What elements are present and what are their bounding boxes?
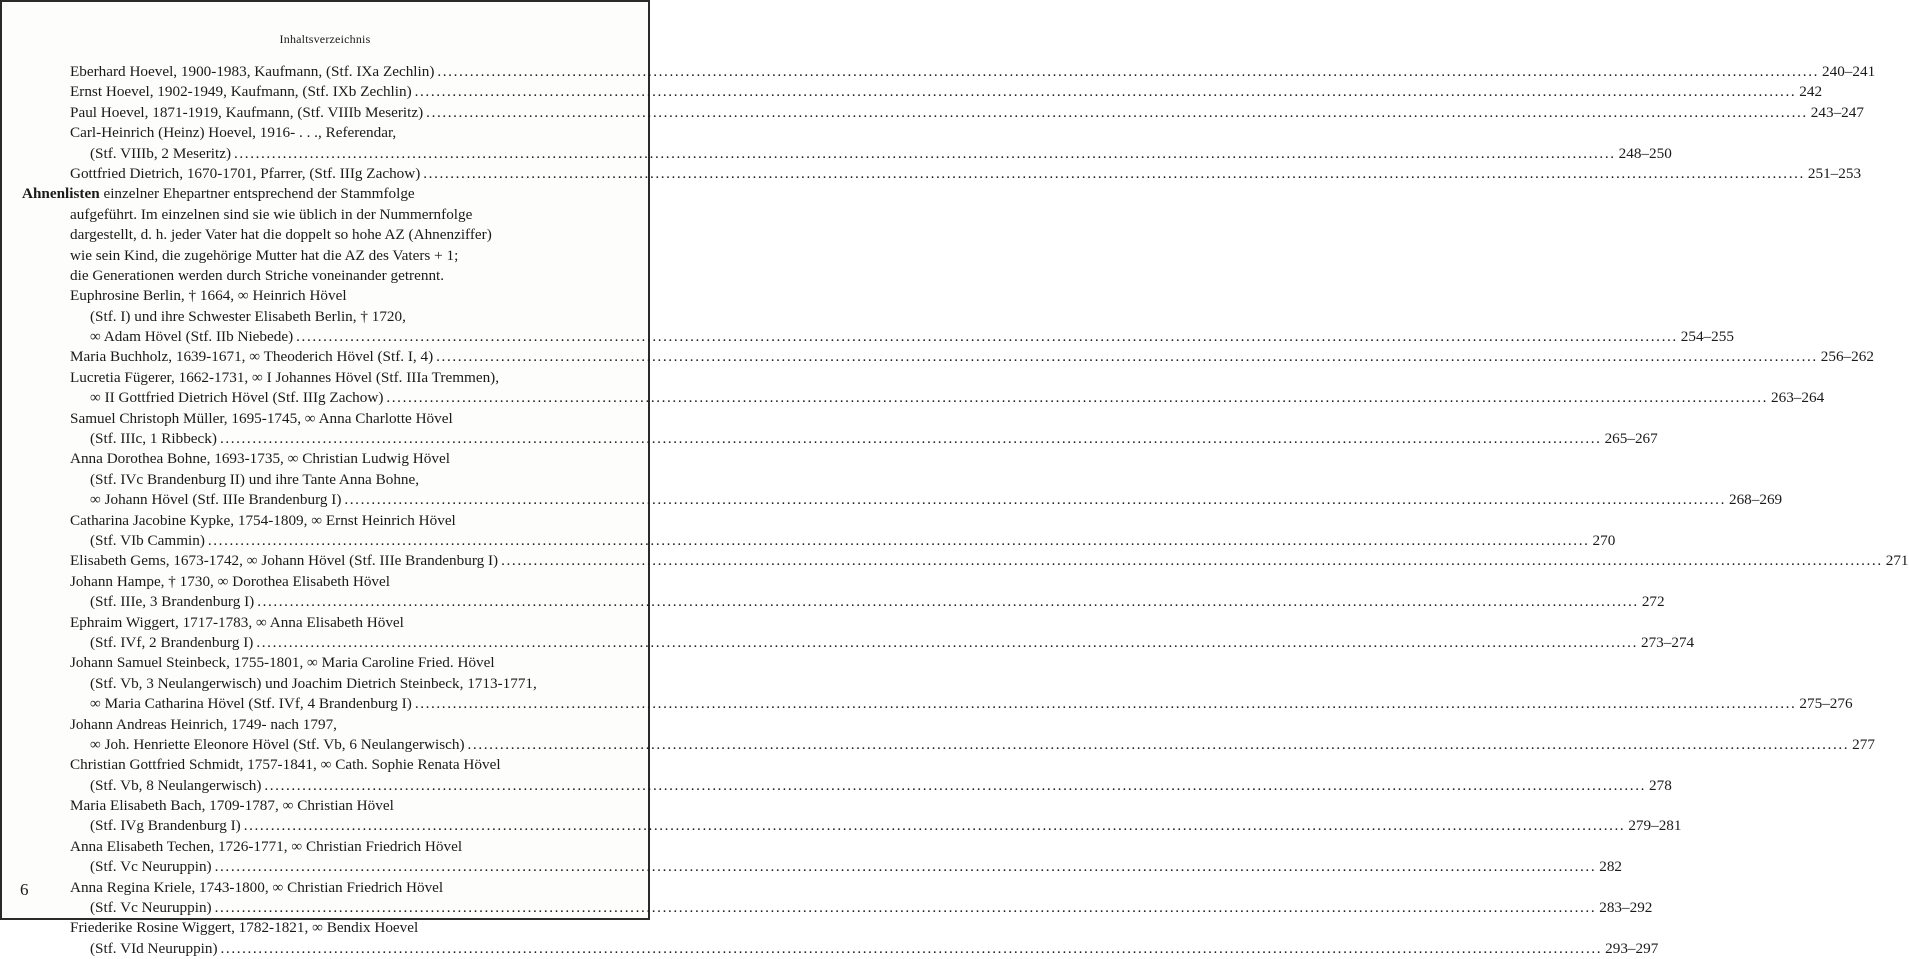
- toc-entry-text: ∞ II Gottfried Dietrich Hövel (Stf. IIIg Zachow): [90, 389, 384, 407]
- toc-entry-line: Anna Elisabeth Techen, 1726-1771, ∞ Christian Friedrich Hövel: [70, 837, 463, 855]
- table-of-contents: [2, 62, 1909, 959]
- toc-page-range: 243–247: [1810, 103, 1864, 121]
- dot-leader: [344, 490, 1726, 510]
- toc-entry: [2, 103, 1864, 123]
- toc-entry-line: Johann Hampe, † 1730, ∞ Dorothea Elisabeth Hövel: [70, 572, 390, 590]
- dot-leader: [426, 103, 1808, 123]
- toc-entry: [2, 857, 1623, 877]
- toc-page-range: 254–255: [1680, 328, 1734, 346]
- toc-entry-text: (Stf. Vc Neuruppin): [90, 899, 212, 917]
- toc-page-range: 283–292: [1599, 899, 1653, 917]
- dot-leader: [256, 633, 1638, 653]
- toc-page-range: 277: [1852, 735, 1875, 753]
- toc-entry-text: ∞ Maria Catharina Hövel (Stf. IVf, 4 Brandenburg I): [90, 695, 412, 713]
- toc-page-range: 293–297: [1605, 939, 1659, 957]
- toc-page-range: 270: [1592, 531, 1616, 549]
- dot-leader: [208, 531, 1590, 551]
- toc-entry-text: Paul Hoevel, 1871-1919, Kaufmann, (Stf. VIIIb Meseritz): [70, 103, 424, 121]
- dot-leader: [296, 327, 1678, 347]
- toc-continuation-line: (Stf. Vb, 3 Neulangerwisch) und Joachim Dietrich Steinbeck, 1713-1771,: [90, 674, 537, 692]
- toc-entry-text: ∞ Adam Hövel (Stf. IIb Niebede): [90, 328, 294, 346]
- dot-leader: [234, 144, 1616, 164]
- page-number: 6: [20, 880, 29, 899]
- toc-entry-line: Friederike Rosine Wiggert, 1782-1821, ∞ Bendix Hoevel: [70, 919, 419, 937]
- dot-leader: [386, 388, 1768, 408]
- toc-entry-line: Carl-Heinrich (Heinz) Hoevel, 1916- . . ., Referendar,: [70, 124, 397, 142]
- section-heading: Ahnenlisten: [22, 185, 100, 203]
- paragraph-line: die Generationen werden durch Striche voneinander getrennt.: [70, 266, 445, 284]
- toc-page-range: 278: [1649, 776, 1672, 794]
- toc-page-range: 265–267: [1604, 430, 1658, 448]
- toc-entry-text: ∞ Johann Hövel (Stf. IIIe Brandenburg I): [90, 491, 342, 509]
- toc-entry: [2, 735, 1875, 755]
- dot-leader: [215, 857, 1597, 877]
- toc-entry-text: (Stf. IIIe, 3 Brandenburg I): [90, 593, 255, 611]
- toc-page-range: 256–262: [1820, 348, 1874, 366]
- paragraph-line: wie sein Kind, die zugehörige Mutter hat die AZ des Vaters + 1;: [70, 246, 459, 264]
- toc-entry: [2, 633, 1695, 653]
- toc-entry-text: (Stf. IIIc, 1 Ribbeck): [90, 430, 217, 448]
- toc-page-range: 273–274: [1640, 633, 1695, 651]
- toc-page-range: 279–281: [1628, 817, 1682, 835]
- dot-leader: [468, 735, 1850, 755]
- paragraph-line: aufgeführt. Im einzelnen sind sie wie üblich in der Nummernfolge: [70, 205, 473, 223]
- toc-entry-text: Eberhard Hoevel, 1900-1983, Kaufmann, (Stf. IXa Zechlin): [70, 63, 435, 80]
- toc-page-range: 263–264: [1771, 389, 1825, 407]
- toc-entry-line: Maria Elisabeth Bach, 1709-1787, ∞ Christian Hövel: [70, 797, 394, 815]
- toc-entry: [2, 327, 1734, 347]
- toc-entry: [2, 164, 1862, 184]
- toc-entry: [2, 531, 1616, 551]
- dot-leader: [415, 694, 1797, 714]
- toc-entry: [2, 939, 1659, 959]
- toc-entry-text: Maria Buchholz, 1639-1671, ∞ Theoderich Hövel (Stf. I, 4): [70, 348, 434, 366]
- toc-entry-text: (Stf. Vb, 8 Neulangerwisch): [90, 776, 262, 794]
- toc-page-range: 282: [1599, 858, 1623, 876]
- toc-entry: [2, 776, 1672, 796]
- toc-page-range: 268–269: [1728, 491, 1783, 509]
- toc-entry-text: (Stf. IVf, 2 Brandenburg I): [90, 633, 254, 651]
- toc-page-range: 242: [1799, 83, 1823, 101]
- toc-entry-text: (Stf. VId Neuruppin): [90, 939, 218, 957]
- dot-leader: [257, 592, 1639, 612]
- toc-page-range: 271: [1885, 552, 1909, 570]
- toc-entry-text: (Stf. Vc Neuruppin): [90, 858, 212, 876]
- toc-entry: [2, 816, 1682, 836]
- toc-page-range: 248–250: [1618, 144, 1672, 162]
- toc-entry-text: Elisabeth Gems, 1673-1742, ∞ Johann Hövel (Stf. IIIe Brandenburg I): [70, 552, 499, 570]
- toc-entry: [2, 898, 1653, 918]
- toc-entry-text: (Stf. IVg Brandenburg I): [90, 817, 241, 835]
- toc-entry: [2, 490, 1783, 510]
- toc-continuation-line: (Stf. IVc Brandenburg II) und ihre Tante Anna Bohne,: [90, 470, 420, 488]
- running-header: Inhaltsverzeichnis: [279, 32, 371, 46]
- toc-page-range: 240–241: [1822, 63, 1876, 80]
- dot-leader: [437, 62, 1819, 82]
- toc-continuation-line: (Stf. I) und ihre Schwester Elisabeth Berlin, † 1720,: [90, 307, 406, 325]
- dot-leader: [244, 816, 1626, 836]
- paragraph-line: dargestellt, d. h. jeder Vater hat die doppelt so hohe AZ (Ahnenziffer): [70, 226, 492, 244]
- toc-entry-text: Gottfried Dietrich, 1670-1701, Pfarrer, (Stf. IIIg Zachow): [70, 164, 421, 182]
- toc-entry: [2, 429, 1658, 449]
- toc-entry-line: Johann Samuel Steinbeck, 1755-1801, ∞ Maria Caroline Fried. Hövel: [70, 654, 495, 672]
- toc-page-range: 251–253: [1807, 164, 1862, 182]
- dot-leader: [501, 551, 1883, 571]
- toc-page-range: 272: [1641, 593, 1665, 611]
- toc-entry-text: (Stf. VIIIb, 2 Meseritz): [90, 144, 232, 162]
- toc-entry-line: Christian Gottfried Schmidt, 1757-1841, ∞ Cath. Sophie Renata Hövel: [70, 756, 501, 774]
- toc-entry-line: Samuel Christoph Müller, 1695-1745, ∞ Anna Charlotte Hövel: [70, 409, 453, 427]
- toc-entry: [2, 592, 1665, 612]
- toc-entry-line: Lucretia Fügerer, 1662-1731, ∞ I Johannes Hövel (Stf. IIIa Tremmen),: [70, 368, 500, 386]
- toc-entry: [2, 82, 1823, 102]
- toc-page-range: 275–276: [1799, 695, 1853, 713]
- dot-leader: [221, 939, 1603, 959]
- toc-entry-line: Johann Andreas Heinrich, 1749- nach 1797,: [70, 715, 337, 733]
- toc-entry: [2, 144, 1672, 164]
- toc-entry-line: Ephraim Wiggert, 1717-1783, ∞ Anna Elisabeth Hövel: [70, 613, 404, 631]
- toc-entry: [2, 347, 1874, 367]
- toc-entry: [2, 551, 1909, 571]
- dot-leader: [423, 164, 1805, 184]
- toc-entry-line: Anna Dorothea Bohne, 1693-1735, ∞ Christian Ludwig Hövel: [70, 450, 450, 468]
- dot-leader: [436, 347, 1818, 367]
- section-intro-text: einzelner Ehepartner entsprechend der Stammfolge: [99, 185, 415, 203]
- toc-entry: [2, 62, 1876, 82]
- section-intro-line: [2, 184, 648, 204]
- toc-entry-line: Euphrosine Berlin, † 1664, ∞ Heinrich Hövel: [70, 287, 347, 305]
- toc-entry-text: Ernst Hoevel, 1902-1949, Kaufmann, (Stf. IXb Zechlin): [70, 83, 412, 101]
- toc-entry-line: Catharina Jacobine Kypke, 1754-1809, ∞ Ernst Heinrich Hövel: [70, 511, 456, 529]
- dot-leader: [215, 898, 1597, 918]
- toc-entry-text: ∞ Joh. Henriette Eleonore Hövel (Stf. Vb, 6 Neulangerwisch): [90, 735, 465, 753]
- dot-leader: [220, 429, 1602, 449]
- toc-entry: [2, 388, 1825, 408]
- dot-leader: [415, 82, 1797, 102]
- dot-leader: [264, 776, 1646, 796]
- toc-entry-text: (Stf. VIb Cammin): [90, 531, 205, 549]
- toc-entry: [2, 694, 1853, 714]
- toc-entry-line: Anna Regina Kriele, 1743-1800, ∞ Christian Friedrich Hövel: [70, 878, 444, 896]
